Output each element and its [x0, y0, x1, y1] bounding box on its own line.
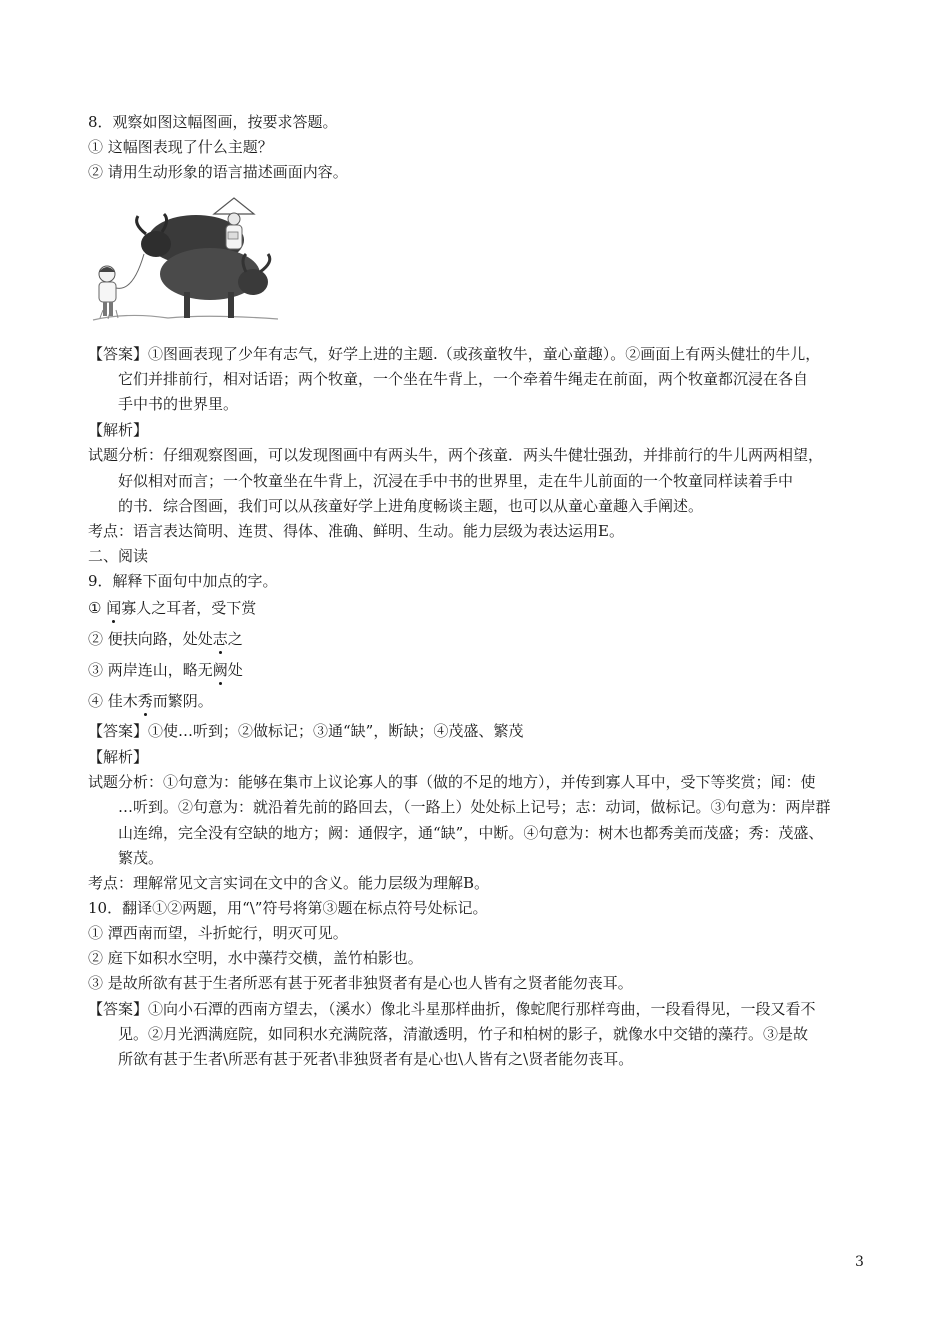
a8-analysis-line1: 试题分析：仔细观察图画，可以发现图画中有两头牛，两个孩童．两头牛健壮强劲，并排前行的牛儿两两相望，	[88, 446, 824, 464]
buffalo-herdboys-illustration	[88, 192, 283, 327]
a8-analysis-line3: 的书．综合图画，我们可以从孩童好学上进角度畅谈主题，也可以从童心童趣入手阐述。	[118, 497, 704, 515]
q8-sub1: ① 这幅图表现了什么主题？	[88, 138, 273, 156]
a8-analysis-line2: 好似相对而言；一个牧童坐在牛背上，沉浸在手中书的世界里，走在牛儿前面的一个牧童同样读着手中	[118, 472, 794, 490]
q10-sentence3: ③ 是故所欲有甚于生者所恶有甚于死者非独贤者有是心也人皆有之贤者能勿丧耳。	[88, 974, 633, 992]
a10-answer-line2: 见。②月光洒满庭院，如同积水充满院落，清澈透明，竹子和柏树的影子，就像水中交错的藻荇。③是故	[118, 1025, 809, 1043]
q10-sentence1: ① 潭西南而望，斗折蛇行，明灭可见。	[88, 924, 348, 942]
a9-answer: 【答案】①使…听到；②做标记；③通“缺”，断缺；④茂盛、繁茂	[88, 722, 524, 740]
q9-sentence2: ② 便扶向路，处处志之	[88, 627, 243, 651]
dotted-char: 秀	[138, 689, 153, 713]
q10-title: 10．翻译①②两题，用“\”符号将第③题在标点符号处标记。	[88, 899, 488, 917]
a9-analysis-line3: 山连绵，完全没有空缺的地方；阙：通假字，通“缺”，中断。④句意为：树木也都秀美而茂盛；秀：茂盛、	[118, 824, 824, 842]
dotted-char: 闻	[106, 596, 121, 620]
q10-sentence2: ② 庭下如积水空明，水中藻荇交横，盖竹柏影也。	[88, 949, 423, 967]
a8-kaodian: 考点：语言表达简明、连贯、得体、准确、鲜明、生动。能力层级为表达运用E。	[88, 522, 624, 540]
a8-analysis-label: 【解析】	[88, 421, 149, 439]
q9-sentence1: ① 闻寡人之耳者，受下赏	[88, 596, 256, 620]
q9-sentence3: ③ 两岸连山，略无阙处	[88, 658, 243, 682]
a9-analysis-line2: …听到。②句意为：就沿着先前的路回去，（一路上）处处标上记号；志：动词，做标记。③句意为：两岸群	[118, 798, 831, 816]
q8-sub2: ② 请用生动形象的语言描述画面内容。	[88, 163, 348, 181]
q9-title: 9．解释下面句中加点的字。	[88, 572, 278, 590]
a9-analysis-line1: 试题分析：①句意为：能够在集市上议论寡人的事（做的不足的地方），并传到寡人耳中，受下等奖赏；闻：使	[88, 773, 816, 791]
q9-sentence4: ④ 佳木秀而繁阴。	[88, 689, 213, 713]
a9-kaodian: 考点：理解常见文言实词在文中的含义。能力层级为理解B。	[88, 874, 490, 892]
a8-answer-line1: 【答案】①图画表现了少年有志气，好学上进的主题.（或孩童牧牛，童心童趣）。②画面上有两头健壮的牛儿，	[88, 345, 821, 363]
page-number: 3	[855, 1254, 864, 1270]
a8-answer-line3: 手中书的世界里。	[118, 395, 239, 413]
dotted-char: 志	[213, 627, 228, 651]
a10-answer-line1: 【答案】①向小石潭的西南方望去，（溪水）像北斗星那样曲折，像蛇爬行那样弯曲，一段看得见，一段又看不	[88, 1000, 816, 1018]
q8-title: 8．观察如图这幅图画，按要求答题。	[88, 113, 338, 131]
a9-analysis-line4: 繁茂。	[118, 849, 164, 867]
section-heading-reading: 二、阅读	[88, 547, 149, 565]
a9-analysis-label: 【解析】	[88, 748, 149, 766]
a8-answer-line2: 它们并排前行，相对话语；两个牧童，一个坐在牛背上，一个牵着牛绳走在前面，两个牧童都沉浸在各自	[118, 370, 809, 388]
dotted-char: 阙	[213, 658, 228, 682]
a10-answer-line3: 所欲有甚于生者\所恶有甚于死者\非独贤者有是心也\人皆有之\贤者能勿丧耳。	[118, 1050, 634, 1068]
